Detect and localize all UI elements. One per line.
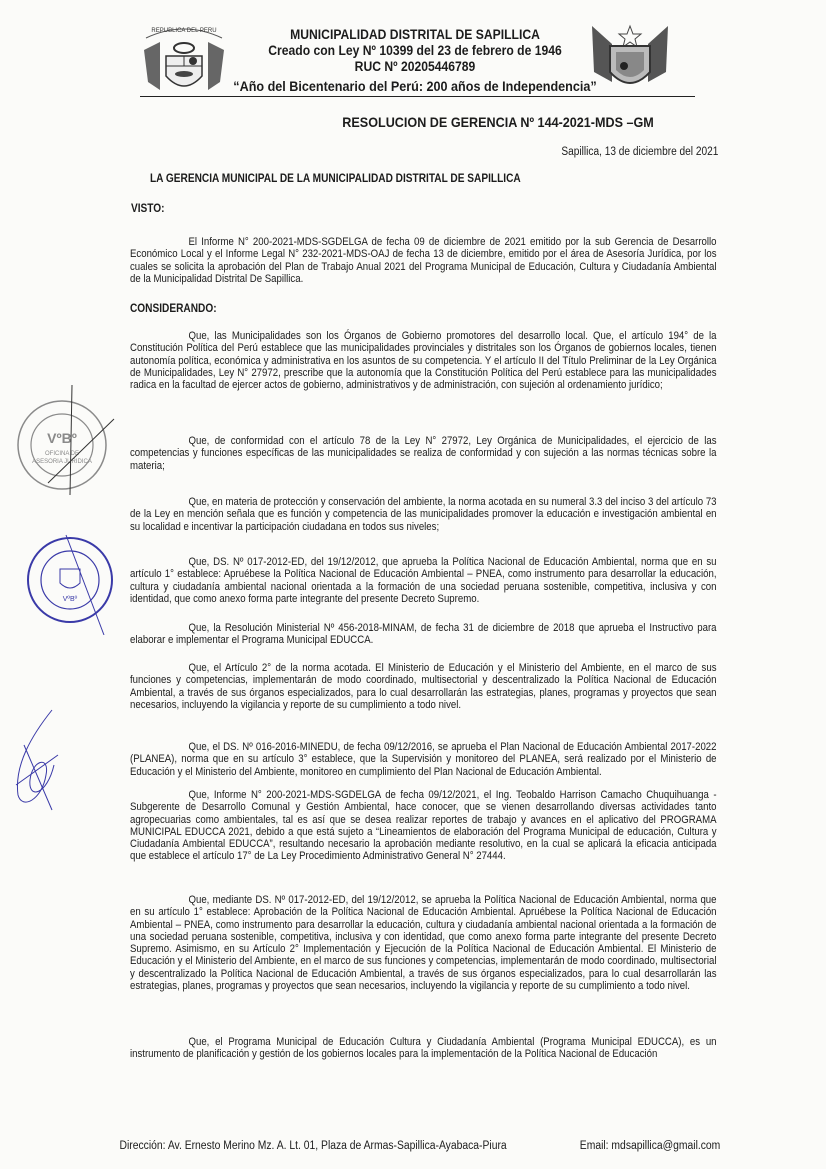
handwritten-signature: [12, 705, 62, 815]
document-date: Sapillica, 13 de diciembre del 2021: [561, 146, 718, 158]
svg-text:ASESORIA JURIDICA: ASESORIA JURIDICA: [32, 459, 92, 465]
visto-paragraph: El Informe N° 200-2021-MDS-SGDELGA de fecha 09 de diciembre de 2021 emitido por la sub Gerencia de Desarrollo Económico Local y el Informe Legal N° 232-2021-MDS-OAJ de fecha 13 de diciembre, emitido por el área de Asesoría Jurídica, por los cuales se solicita la aprobación del Plan de Trabajo Anual 2021 del Programa Municipal de Educación, Cultura y Ciudadanía Ambiental de la Municipalidad Distrital De Sapillica.: [130, 236, 717, 285]
considerando-paragraph: Que, el DS. Nº 016-2016-MINEDU, de fecha 09/12/2016, se aprueba el Plan Nacional de Educación Ambiental 2017-2022 (PLANEA), norma que en su artículo 3° establece, que la Supervisión y monitoreo del PLANEA, será realizado por el Ministerio de Educación y el Ministerio del Ambiente, monitoreo en cumplimiento del Plan Nacional de Educación Ambiental.: [130, 741, 717, 778]
considerando-paragraph: Que, el Programa Municipal de Educación Cultura y Ciudadanía Ambiental (Programa Municipal EDUCCA), es un instrumento de planificación y gestión de los gobiernos locales para la implementación de la Política Nacional de Educación: [130, 1036, 717, 1061]
header-divider: [140, 96, 695, 97]
svg-text:VºBº: VºBº: [62, 596, 78, 603]
considerando-paragraph: Que, de conformidad con el artículo 78 de la Ley N° 27972, Ley Orgánica de Municipalidades, el ejercicio de las competencias y funciones específicas de las municipalidades se realiza de conformidad y con sujeción a las normas técnicas sobre la materia;: [130, 435, 717, 472]
visto-heading: VISTO:: [131, 203, 165, 215]
considerando-heading: CONSIDERANDO:: [130, 303, 217, 315]
considerando-paragraph: Que, Informe N° 200-2021-MDS-SGDELGA de fecha 09/12/2021, el Ing. Teobaldo Harrison Camacho Chuquihuanga - Subgerente de Desarrollo Comunal y Gestión Ambiental, hace conocer, que se vienen desarrollando diversas actividades tanto agropecuarias como ambientales, tal es así que se desea realizar reportes de trabajo y avances en el aplicativo del PROGRAMA MUNICIPAL EDUCCA 2021, debido a que está sujeto a “Lineamientos de elaboración del Programa Municipal de educación, Cultura y Ciudadanía Ambiental EDUCCA”, resultando necesario la aprobación mediante resolutivo, en la cual se aplicará la eficacia anticipada que establece el artículo 17° de La Ley Procedimiento Administrativo General N° 27444.: [130, 789, 717, 863]
considerando-paragraph: Que, en materia de protección y conservación del ambiente, la norma acotada en su numeral 3.3 del inciso 3 del artículo 73 de la Ley en mención señala que es función y competencia de las municipalidades promover la educación e investigación ambiental en su localidad e incentivar la participación ciudadana en todos sus niveles;: [130, 496, 717, 533]
considerando-paragraph: Que, la Resolución Ministerial Nº 456-2018-MINAM, de fecha 31 de diciembre de 2018 que aprueba el Instructivo para elaborar e implementar el Programa Municipal EDUCCA.: [130, 622, 717, 647]
svg-text:REPUBLICA DEL PERU: REPUBLICA DEL PERU: [151, 28, 217, 34]
gerencia-municipal-stamp: [18, 525, 128, 635]
legal-office-stamp: [10, 375, 120, 495]
considerando-paragraph: Que, DS. Nº 017-2012-ED, del 19/12/2012, que aprueba la Política Nacional de Educación Ambiental, norma que en su artículo 1° establece: Apruébese la Política Nacional de Educación Ambiental – PNEA, como instrumento para desarrollar la educación, cultura y ciudadanía ambiental nacional orientada a la formación de una sociedad peruana sostenible, competitiva, inclusiva y con identidad, que como anexo forma parte integrante del presente Decreto Supremo.: [130, 556, 717, 605]
issuer-heading: LA GERENCIA MUNICIPAL DE LA MUNICIPALIDAD DISTRITAL DE SAPILLICA: [150, 173, 521, 185]
ruc-number: RUC Nº 20205446789: [354, 59, 476, 74]
municipality-name: MUNICIPALIDAD DISTRITAL DE SAPILLICA: [290, 27, 540, 42]
considerando-paragraph: Que, mediante DS. Nº 017-2012-ED, del 19/12/2012, se aprueba la Política Nacional de Educación Ambiental, norma que en su artículo 1° establece: Aprobación de la Política Nacional de Educación Ambiental. Apruébese la Política Nacional de Educación Ambiental – PNEA, como instrumento para desarrollar la educación, cultura y ciudadanía ambiental nacional orientada a la formación de una sociedad peruana sostenible, competitiva, inclusiva y con identidad, que como anexo forma parte integrante del presente Decreto Supremo. Asimismo, en su Artículo 2° Implementación y Ejecución de la Política Nacional de Educación Ambiental. El Ministerio de Educación y el Ministerio del Ambiente, en el marco de sus funciones y competencias, implementarán de modo coordinado, multisectorial y descentralizado la Política Nacional de Educación Ambiental, a través de sus órganos especializados, para lo cual desarrollarán las estrategias, planes, programas y proyectos que sean necesarios, incluyendo la vigilancia y reporte de su cumplimiento a todo nivel.: [130, 894, 717, 993]
footer-address: Dirección: Av. Ernesto Merino Mz. A. Lt. 01, Plaza de Armas-Sapillica-Ayabaca-Piura: [119, 1140, 507, 1152]
considerando-paragraph: Que, las Municipalidades son los Órganos de Gobierno promotores del desarrollo local. Que, el artículo 194° de la Constitución Política del Perú establece que las municipalidades provinciales y distritales son los Órganos de gobiernos locales, tienen autonomía política, económica y administrativa en los asuntos de su competencia. Y el artículo II del Título Preliminar de la Ley Orgánica de Municipalidades, Ley N° 27972, prescribe que la autonomía que la Constitución Política del Perú establece para las municipalidades radica en la facultad de ejercer actos de gobierno, administrativos y de administración, con sujeción al ordenamiento jurídico;: [130, 330, 717, 392]
considerando-paragraph: Que, el Artículo 2° de la norma acotada. El Ministerio de Educación y el Ministerio del Ambiente, en el marco de sus funciones y competencias, implementarán de modo coordinado, multisectorial y descentralizado la Política Nacional de Educación Ambiental, a través de sus órganos especializados, para lo cual desarrollarán las estrategias, planes, programas y proyectos que sean necesarios, incluyendo la vigilancia y reporte de su cumplimiento a todo nivel.: [130, 662, 717, 711]
svg-text:VºBº: VºBº: [47, 430, 77, 446]
footer-email: Email: mdsapillica@gmail.com: [580, 1140, 721, 1152]
document-title-text: RESOLUCION DE GERENCIA Nº 144-2021-MDS –GM: [342, 114, 654, 130]
creation-law: Creado con Ley Nº 10399 del 23 de febrero de 1946: [268, 43, 562, 58]
document-title: [0, 114, 826, 130]
svg-text:OFICINA DE: OFICINA DE: [44, 451, 80, 457]
year-motto: “Año del Bicentenario del Perú: 200 años de Independencia”: [233, 78, 597, 94]
footer: [0, 1140, 826, 1152]
